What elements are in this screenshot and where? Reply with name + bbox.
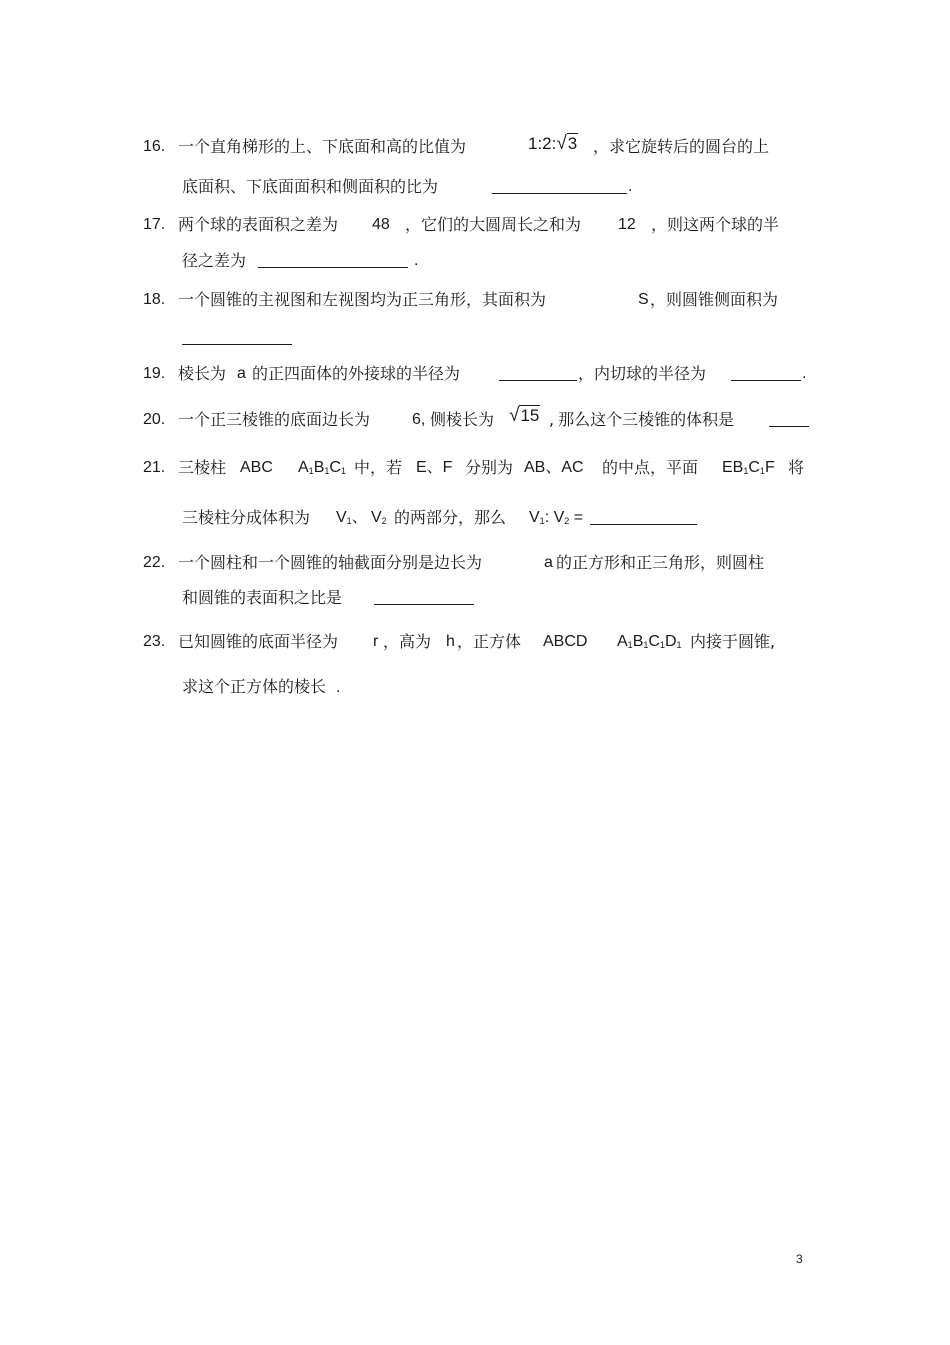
value: 12	[618, 216, 636, 233]
question-18-text: ，则圆锥侧面积为	[650, 290, 779, 309]
answer-blank[interactable]	[590, 510, 697, 525]
question-21-text: 中，若	[354, 458, 403, 477]
ratio-expression: $V_1$: $V_2$ =	[529, 509, 584, 526]
question-23-text: 内接于圆锥,	[690, 632, 776, 651]
question-number: 19.	[143, 365, 166, 382]
volume-label: $V_1$、	[336, 509, 368, 526]
question-number: 16.	[143, 138, 166, 155]
question-19-text: 的正四面体的外接球的半径为	[252, 364, 461, 383]
value: r	[373, 633, 379, 650]
answer-blank[interactable]	[182, 330, 292, 345]
value: ABCD	[543, 633, 588, 650]
question-22-text: 一个圆柱和一个圆锥的轴截面分别是边长为	[178, 553, 483, 572]
value: S	[638, 291, 649, 308]
question-21-text: 的两部分，那么	[394, 508, 507, 527]
question-19-text: 棱长为	[178, 364, 227, 383]
question-number: 17.	[143, 216, 166, 233]
question-17-line2: 径之差为	[182, 251, 247, 270]
question-18-text: 一个圆锥的主视图和左视图均为正三角形，其面积为	[178, 290, 547, 309]
question-number: 22.	[143, 554, 166, 571]
page-number: 3	[796, 1252, 803, 1266]
question-20-text: , 那么这个三棱锥的体积是	[549, 410, 735, 429]
answer-blank[interactable]	[492, 179, 627, 194]
sqrt-symbol: √15	[509, 405, 540, 426]
question-number: 23.	[143, 633, 166, 650]
question-21-text: 将	[788, 458, 805, 477]
cube-vertices: $A_1B_1C_1D_1$	[617, 633, 682, 650]
plane-label: $EB_1C_1F$	[722, 459, 775, 476]
question-23-line2: 求这个正方体的棱长 .	[182, 677, 341, 696]
question-16-text-cont: ，求它旋转后的圆台的上	[593, 137, 770, 156]
answer-blank[interactable]	[374, 590, 474, 605]
answer-blank[interactable]	[769, 412, 809, 427]
answer-blank[interactable]	[499, 366, 577, 381]
answer-blank[interactable]	[258, 253, 408, 268]
question-23-text: ，正方体	[457, 632, 522, 651]
prism-vertices: $A_1B_1C_1$	[298, 459, 346, 476]
document-page: 16. 一个直角梯形的上、下底面和高的比值为 1:2:√3 ，求它旋转后的圆台的上 底面积、下底面面积和侧面积的比为 . 17. 两个球的表面积之差为 48 ，它们的大圆周长之和为 12 ，则这两个球的半 径之差为 . 18. 一个圆锥的主视图和左视图均为正三角形，其面积为 S ，则圆锥侧面积为 19. 棱长为 a 的正四面体的外接球的半径为 ，内切球的半径为 . 20. 一个正三棱锥的底面边长为 6, 侧棱长为 √15 , 那么这个三棱锥的体积是 21. 三棱柱 ABC $A_1B_1C_1$ 中，若 E、F 分别为 AB、AC 的中点，平面 $EB_1C_1F$ 将 三棱柱分成体积为 $V_1$、 $V_2$ 的两部分，那么 $V_1$: $V_2$ = 22. 一个圆柱和一个圆锥的轴截面分别是边长为 a 的正方形和正三角形，则圆柱 和圆锥的表面积之比是 23. 已知圆锥的底面半径为 r ，高为 h ，正方体 ABCD $A_1B_1C_1D_1$ 内接于圆锥, 求这个正方体的棱长 . 3	[0, 0, 950, 1345]
question-20-text: 侧棱长为	[430, 410, 495, 429]
ratio-expression: 1:2:√3	[528, 133, 578, 154]
question-17-text: ，则这两个球的半	[651, 215, 780, 234]
question-number: 18.	[143, 291, 166, 308]
value: 6,	[412, 411, 426, 428]
question-23-text: 已知圆锥的底面半径为	[178, 632, 339, 651]
question-20-text: 一个正三棱锥的底面边长为	[178, 410, 371, 429]
sqrt-symbol: √3	[556, 133, 578, 154]
value: 48	[372, 216, 390, 233]
question-22-text: 的正方形和正三角形，则圆柱	[556, 553, 765, 572]
question-21-text: 的中点，平面	[602, 458, 699, 477]
question-17-text: 两个球的表面积之差为	[178, 215, 339, 234]
question-number: 20.	[143, 411, 166, 428]
question-16-text: 一个直角梯形的上、下底面和高的比值为	[178, 137, 467, 156]
question-23-text: ，高为	[383, 632, 432, 651]
question-21-text: 分别为	[465, 458, 514, 477]
value: ABC	[240, 459, 273, 476]
value: E、F	[416, 459, 453, 476]
question-22-line2: 和圆锥的表面积之比是	[182, 588, 343, 607]
volume-label: $V_2$	[371, 509, 387, 526]
value: a	[237, 365, 246, 382]
question-16-line2: 底面积、下底面面积和侧面积的比为	[182, 177, 439, 196]
value: AB、AC	[524, 459, 584, 476]
question-number: 21.	[143, 459, 166, 476]
question-17-text: ，它们的大圆周长之和为	[405, 215, 582, 234]
answer-blank[interactable]	[731, 366, 801, 381]
question-21-text: 三棱柱	[178, 458, 227, 477]
question-21-line2: 三棱柱分成体积为	[182, 508, 311, 527]
value: a	[544, 554, 553, 571]
question-19-text: ，内切球的半径为	[578, 364, 707, 383]
value: h	[446, 633, 455, 650]
